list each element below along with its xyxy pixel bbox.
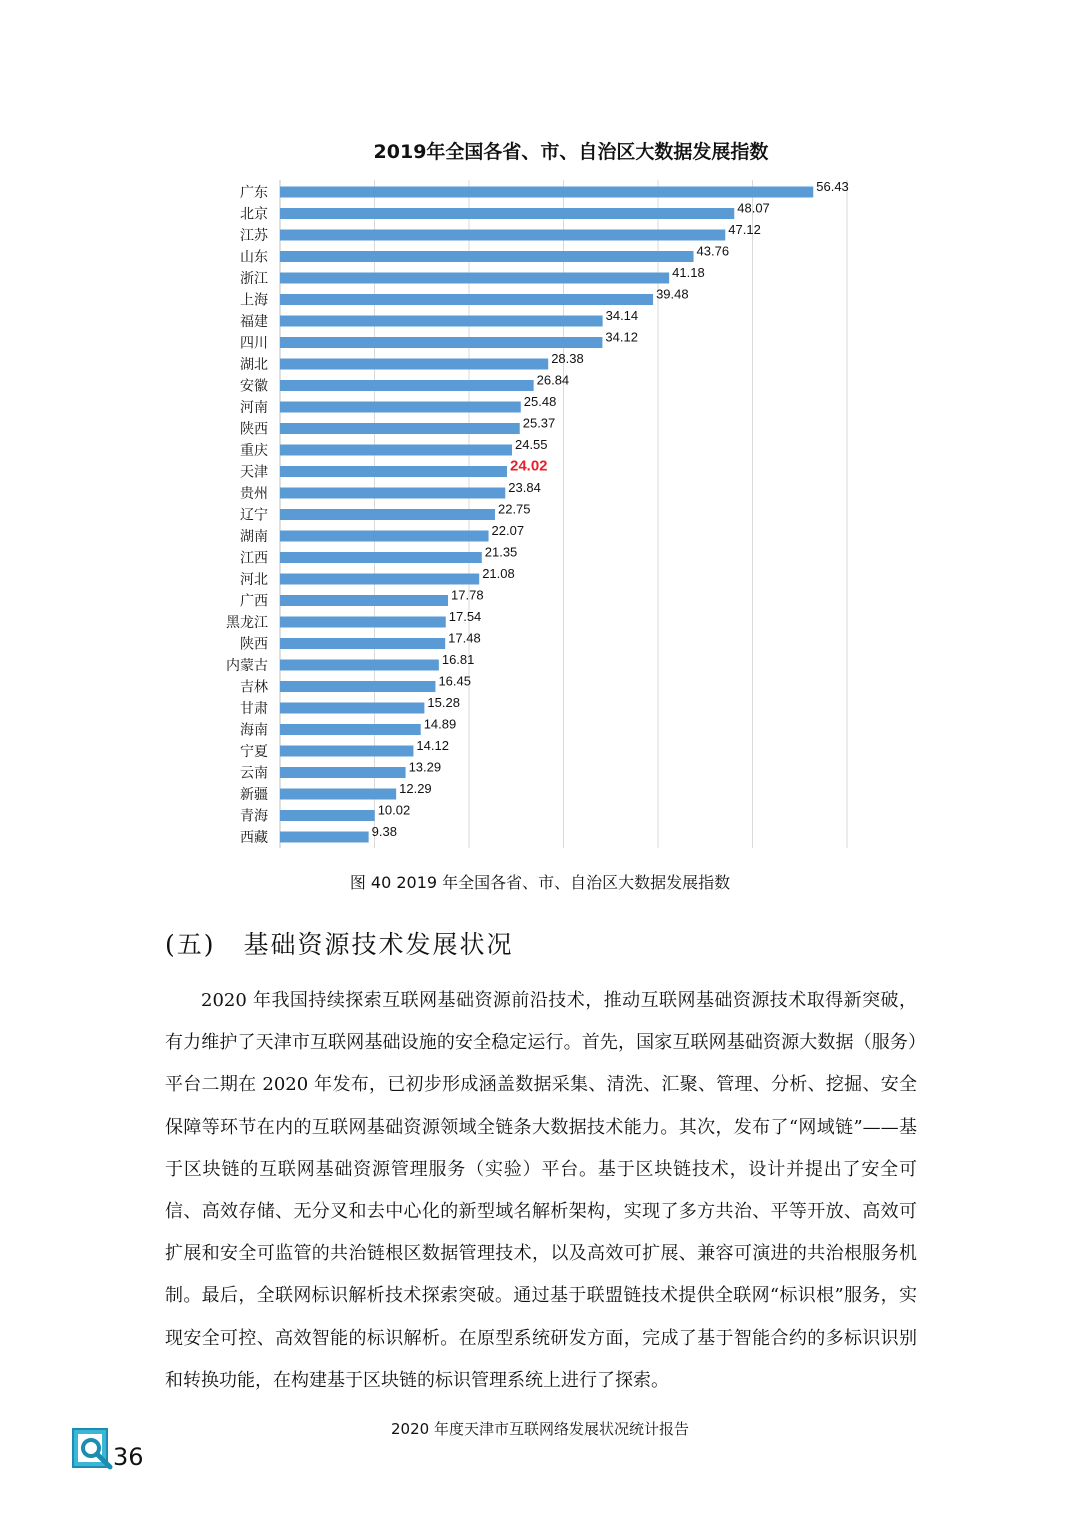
bar-chart <box>0 120 1080 860</box>
value-label: 34.12 <box>605 329 638 345</box>
value-label: 25.37 <box>522 415 556 431</box>
category-label: 安徽 <box>240 378 268 395</box>
bar <box>280 810 375 821</box>
chart-bars <box>226 179 849 846</box>
footer-report-title: 2020 年度天津市互联网络发展状况统计报告 <box>391 1420 689 1438</box>
bar <box>280 488 505 499</box>
bar <box>280 359 548 370</box>
bar <box>280 832 369 843</box>
value-label: 43.76 <box>696 243 730 259</box>
category-label: 上海 <box>240 292 268 309</box>
category-label: 陕西 <box>240 636 268 653</box>
value-label: 22.07 <box>491 523 525 538</box>
bar <box>280 638 445 649</box>
category-label: 青海 <box>240 808 268 825</box>
value-label: 16.81 <box>441 652 475 667</box>
value-label: 39.48 <box>656 286 689 302</box>
value-label: 16.45 <box>438 673 471 689</box>
value-label: 56.43 <box>816 179 849 194</box>
value-label: 26.84 <box>536 372 570 388</box>
bar <box>280 767 406 778</box>
bar <box>280 617 446 628</box>
value-label: 12.29 <box>399 781 432 796</box>
bar <box>280 423 520 434</box>
bar <box>280 294 653 305</box>
category-label: 河北 <box>240 572 268 588</box>
value-label: 21.08 <box>482 566 515 581</box>
value-label: 48.07 <box>737 200 770 216</box>
value-label: 13.29 <box>408 759 442 775</box>
category-label: 重庆 <box>240 443 268 459</box>
category-label: 海南 <box>240 722 268 739</box>
category-label: 广西 <box>240 593 268 610</box>
category-label: 黑龙江 <box>226 615 268 631</box>
value-label: 24.02 <box>509 457 548 475</box>
section-number: (五) <box>165 930 216 959</box>
category-label: 河南 <box>240 400 268 416</box>
bar <box>280 509 495 520</box>
category-label: 四川 <box>240 335 268 352</box>
category-label: 辽宁 <box>240 507 268 524</box>
chart-title: 2019年全国各省、市、自治区大数据发展指数 <box>373 141 769 163</box>
value-label: 17.78 <box>451 587 484 603</box>
bar <box>280 402 521 413</box>
bar <box>280 746 413 757</box>
category-label: 新疆 <box>240 787 268 803</box>
bar <box>280 724 421 735</box>
bar <box>280 251 694 262</box>
category-label: 西藏 <box>240 830 268 846</box>
bar <box>280 316 603 327</box>
category-label: 贵州 <box>240 486 268 502</box>
value-label: 25.48 <box>523 394 557 409</box>
category-label: 内蒙古 <box>226 658 268 674</box>
category-label: 江西 <box>240 550 268 567</box>
category-label: 浙江 <box>240 271 268 287</box>
value-label: 17.48 <box>448 630 481 646</box>
category-label: 湖南 <box>240 529 268 545</box>
category-label: 福建 <box>240 314 268 330</box>
value-label: 15.28 <box>427 695 460 710</box>
value-label: 9.38 <box>371 824 397 839</box>
category-label: 宁夏 <box>240 744 268 760</box>
bar <box>280 208 734 219</box>
value-label: 14.12 <box>416 738 449 753</box>
bar <box>280 552 482 563</box>
bar <box>280 445 512 456</box>
category-label: 甘肃 <box>240 701 268 717</box>
bar <box>280 574 479 585</box>
page-number: 36 <box>113 1443 144 1471</box>
value-label: 22.75 <box>497 501 531 517</box>
category-label: 江苏 <box>240 228 268 244</box>
magnifier-logo-icon <box>72 1428 116 1472</box>
bar <box>280 273 669 284</box>
bar <box>280 466 507 477</box>
bar <box>280 230 725 241</box>
category-label: 北京 <box>240 206 268 223</box>
value-label: 17.54 <box>448 609 482 624</box>
category-label: 天津 <box>240 464 268 481</box>
section-title: 基础资源技术发展状况 <box>243 930 514 959</box>
category-label: 陕西 <box>240 421 268 438</box>
bar <box>280 595 448 606</box>
category-label: 湖北 <box>240 357 268 373</box>
value-label: 23.84 <box>508 480 541 495</box>
category-label: 广东 <box>240 185 268 201</box>
bar <box>280 660 439 671</box>
bar <box>280 187 813 198</box>
section-heading <box>165 925 514 961</box>
body-paragraph: 2020 年我国持续探索互联网基础资源前沿技术，推动互联网基础资源技术取得新突破，有力维护了天津市互联网基础设施的安全稳定运行。首先，国家互联网基础资源大数据（服务）平台二期在 2020 年发布，已初步形成涵盖数据采集、清洗、汇聚、管理、分析、挖掘、安全保障等环节在内的互联网基础资源领域全链条大数据技术能力。其次，发布了“网域链”——基于区块链的互联网基础资源管理服务（实验）平台。基于区块链技术，设计并提出了安全可信、高效存储、无分叉和去中心化的新型域名解析架构，实现了多方共治、平等开放、高效可扩展和安全可监管的共治链根区数据管理技术，以及高效可扩展、兼容可演进的共治根服务机制。最后，全联网标识解析技术探索突破。通过基于联盟链技术提供全联网“标识根”服务，实现安全可控、高效智能的标识解析。在原型系统研发方面，完成了基于智能合约的多标识识别和转换功能，在构建基于区块链的标识管理系统上进行了探索。 <box>165 990 917 1391</box>
value-label: 34.14 <box>605 308 639 323</box>
bar <box>280 703 424 714</box>
value-label: 41.18 <box>672 265 705 280</box>
bar <box>280 380 534 391</box>
category-label: 云南 <box>240 765 268 782</box>
bar <box>280 681 435 692</box>
value-label: 24.55 <box>514 437 548 452</box>
bar <box>280 337 602 348</box>
bar <box>280 789 396 800</box>
category-label: 吉林 <box>240 679 268 696</box>
value-label: 10.02 <box>377 802 411 818</box>
value-label: 21.35 <box>484 544 518 560</box>
value-label: 14.89 <box>423 716 457 732</box>
bar <box>280 531 489 542</box>
value-label: 28.38 <box>551 351 584 366</box>
category-label: 山东 <box>240 249 268 266</box>
value-label: 47.12 <box>728 222 761 237</box>
figure-caption: 图 40 2019 年全国各省、市、自治区大数据发展指数 <box>349 873 731 892</box>
